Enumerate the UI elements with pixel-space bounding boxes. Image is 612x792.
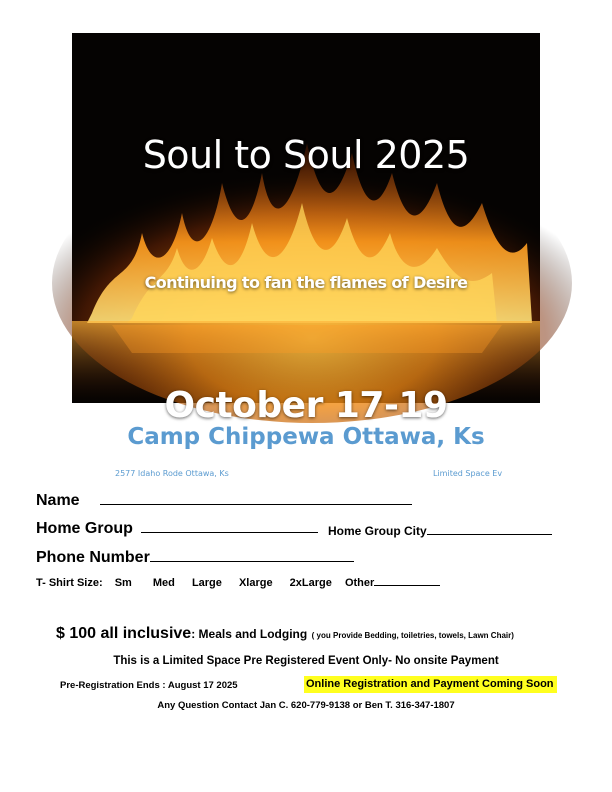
online-registration-notice: Online Registration and Payment Coming Soon	[304, 676, 557, 693]
phone-label: Phone Number	[36, 549, 150, 566]
size-other[interactable]: Other	[344, 577, 375, 589]
price-includes: : Meals and Lodging	[191, 627, 308, 641]
size-large[interactable]: Large	[191, 577, 222, 589]
price: $ 100 all inclusive	[56, 625, 192, 642]
fire-flames-image	[72, 33, 540, 403]
tshirt-size-field	[36, 577, 450, 589]
event-title: Soul to Soul 2025	[142, 133, 470, 177]
size-sm[interactable]: Sm	[114, 577, 132, 589]
event-subtitle: Continuing to fan the flames of Desire	[144, 273, 468, 292]
contact-info: Any Question Contact Jan C. 620-779-9138 or Ben T. 316-347-1807	[157, 700, 455, 711]
home-group-city-label: Home Group City	[328, 524, 427, 538]
venue-note: Limited Space Ev	[433, 469, 503, 478]
phone-line[interactable]	[150, 561, 354, 562]
tshirt-label: T- Shirt Size:	[36, 577, 103, 589]
home-group-label: Home Group	[36, 520, 133, 537]
home-group-city-line[interactable]	[427, 534, 552, 535]
hero-banner	[72, 33, 540, 426]
venue-address: 2577 Idaho Rode Ottawa, Ks	[115, 469, 229, 478]
size-xlarge[interactable]: Xlarge	[238, 577, 273, 589]
pricing-line	[56, 625, 514, 643]
home-group-city-field	[328, 524, 552, 538]
phone-field	[36, 549, 354, 567]
home-group-line[interactable]	[141, 532, 318, 533]
venue-name: Camp Chippewa Ottawa, Ks	[127, 424, 485, 450]
price-bring: ( you Provide Bedding, toiletries, towels, Lawn Chair)	[311, 631, 514, 640]
size-med[interactable]: Med	[152, 577, 175, 589]
name-field	[36, 492, 412, 510]
name-line[interactable]	[100, 504, 412, 505]
limited-notice: This is a Limited Space Pre Registered Event Only- No onsite Payment	[113, 655, 499, 667]
name-label: Name	[36, 492, 80, 509]
size-2xlarge[interactable]: 2xLarge	[289, 577, 332, 589]
preregistration-deadline: Pre-Registration Ends : August 17 2025	[60, 680, 238, 691]
size-other-line[interactable]	[374, 585, 440, 586]
event-date: October 17-19	[164, 385, 448, 426]
home-group-field	[36, 520, 318, 538]
